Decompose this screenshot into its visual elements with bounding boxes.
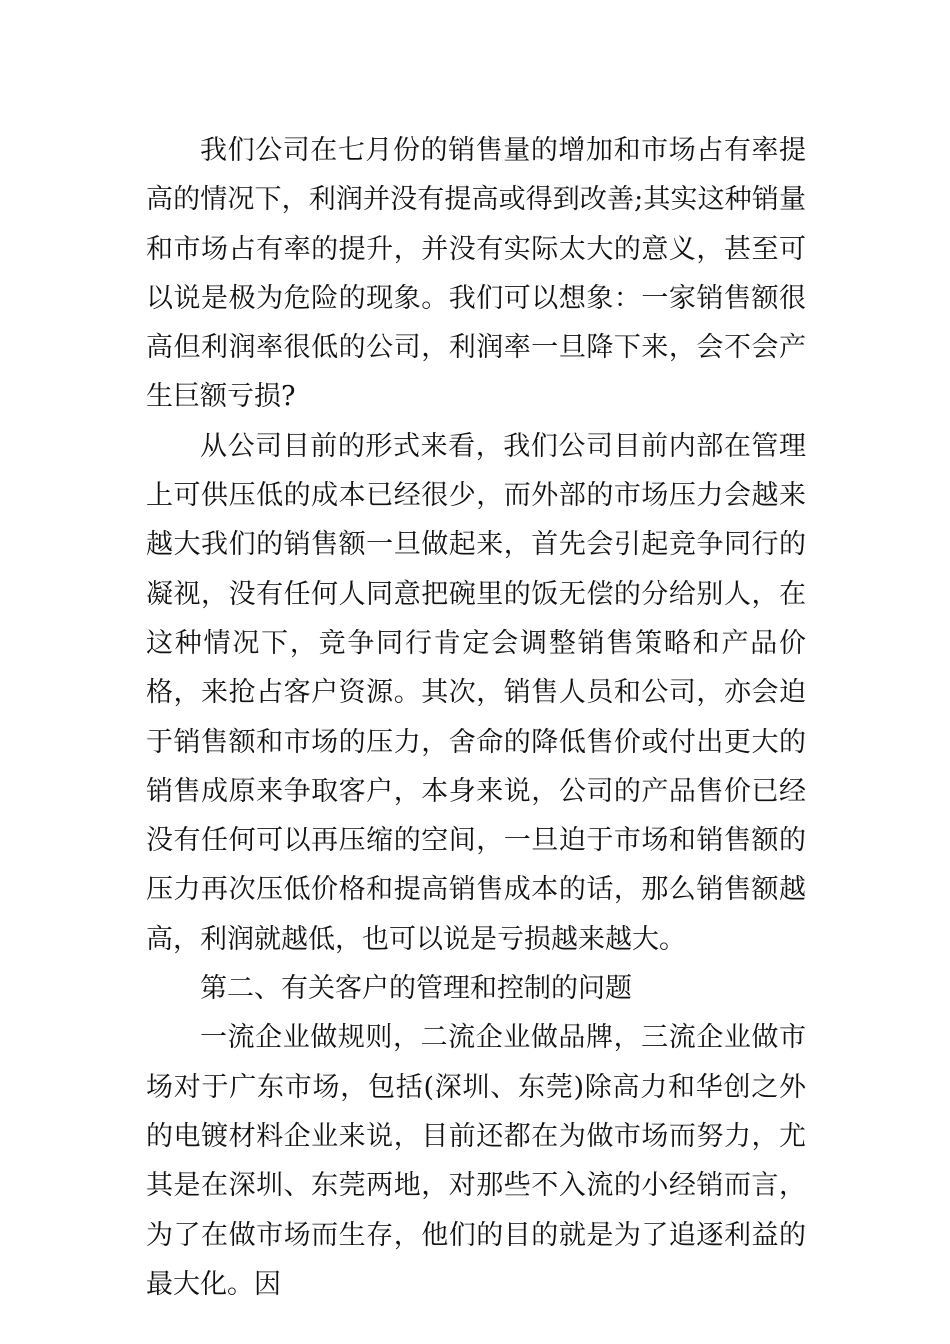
paragraph-profit-risk: 我们公司在七月份的销售量的增加和市场占有率提高的情况下，利润并没有提高或得到改善;其实这种销量和市场占有率的提升，并没有实际太大的意义，甚至可以说是极为危险的现象。我们可以想象：一家销售额很高但利润率很低的公司，利润率一旦降下来，会不会产生巨额亏损? — [146, 135, 806, 413]
paragraph-market-tiers: 一流企业做规则，二流企业做品牌，三流企业做市场对于广东市场，包括(深圳、东莞)除高力和华创之外的电镀材料企业来说，目前还都在为做市场而努力，尤其是在深圳、东莞两地，对那些不入流的小经销而言，为了在做市场而生存，他们的目的就是为了追逐利益的最大化。因 — [146, 1022, 806, 1300]
section-heading-customer-management: 第二、有关客户的管理和控制的问题 — [200, 973, 632, 1005]
paragraph-market-pressure: 从公司目前的形式来看，我们公司目前内部在管理上可供压低的成本已经很少，而外部的市场压力会越来越大我们的销售额一旦做起来，首先会引起竞争同行的凝视，没有任何人同意把碗里的饭无偿的分给别人，在这种情况下，竞争同行肯定会调整销售策略和产品价格，来抢占客户资源。其次，销售人员和公司，亦会迫于销售额和市场的压力，舍命的降低售价或付出更大的销售成原来争取客户，本身来说，公司的产品售价已经没有任何可以再压缩的空间，一旦迫于市场和销售额的压力再次压低价格和提高销售成本的话，那么销售额越高，利润就越低，也可以说是亏损越来越大。 — [146, 430, 806, 955]
document-body — [146, 126, 806, 1309]
